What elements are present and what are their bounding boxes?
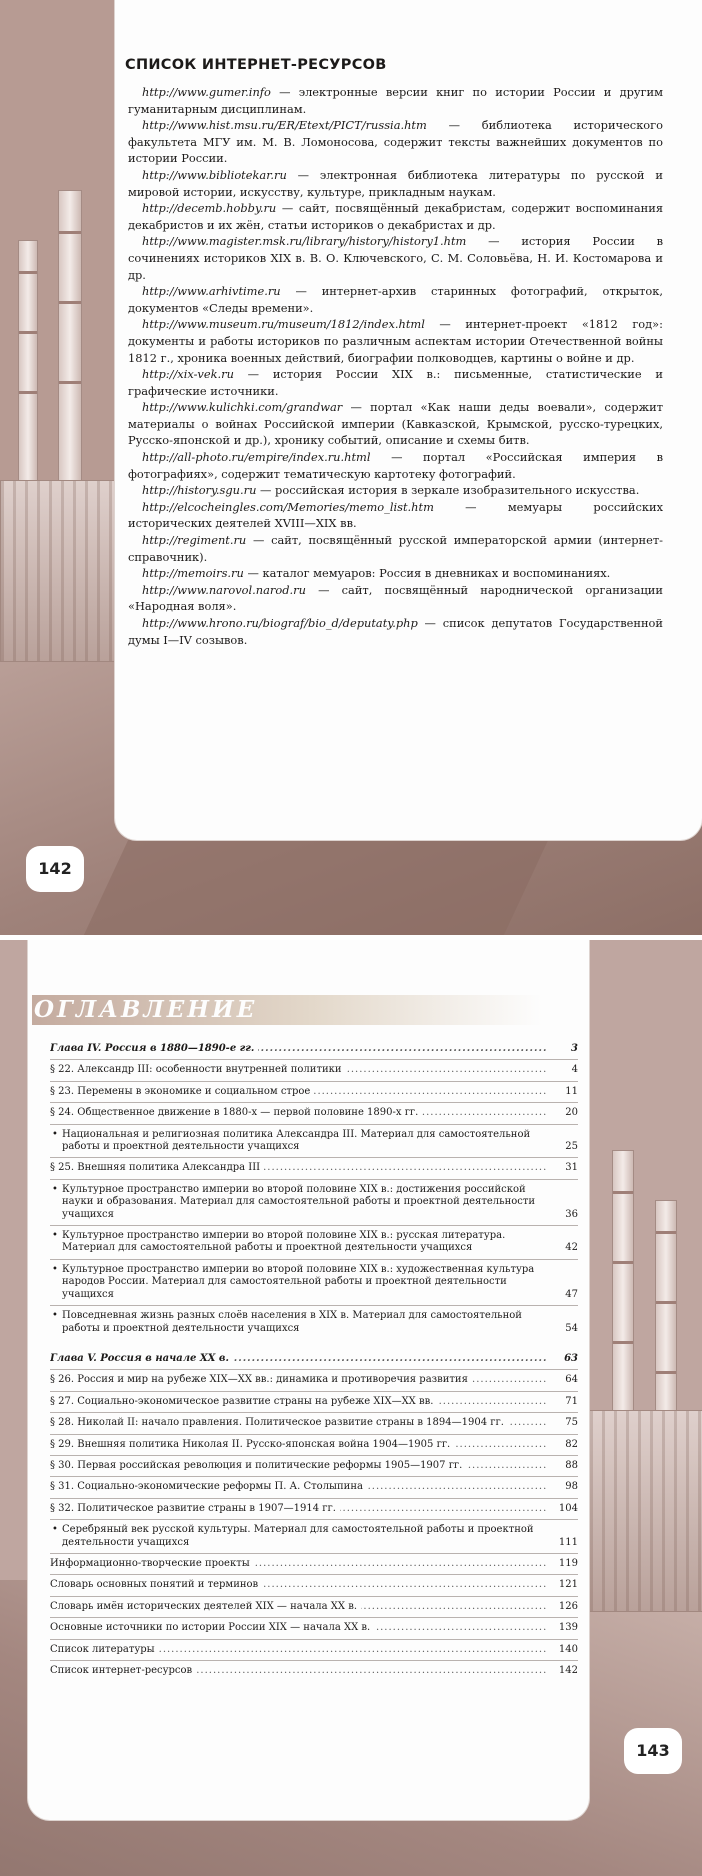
toc-entry-title: § 26. Россия и мир на рубеже XIX—XX вв.: динамика и противоречия развития [50,1374,472,1385]
resource-description: — интернет-архив старинных фотографий, открыток, документов «Следы времени». [128,284,663,315]
toc-entry-title: Список литературы [50,1644,159,1655]
toc-page-number: 36 [565,1208,578,1220]
toc-entry[interactable] [50,1644,578,1656]
toc-divider [50,1179,578,1180]
toc-entry-title: § 32. Политическое развитие страны в 1907—1914 гг. [50,1503,340,1514]
toc-page-number: 98 [565,1481,578,1493]
toc-entry[interactable] [50,1579,578,1591]
toc-page-number: 139 [558,1622,578,1634]
toc-divider [50,1455,578,1456]
toc-divider [50,1305,578,1306]
resource-item [128,366,663,399]
toc-divider [50,1553,578,1554]
toc-page-number: 54 [565,1322,578,1334]
resource-item [128,565,663,582]
toc-entry-title: Глава IV. Россия в 1880—1890-е гг. [50,1043,258,1054]
toc-divider [50,1369,578,1370]
toc-divider [50,1596,578,1597]
toc-entry-title: Словарь основных понятий и терминов [50,1579,262,1590]
resource-url[interactable]: http://www.magister.msk.ru/library/history/history1.htm [142,234,467,249]
toc-divider [50,1617,578,1618]
resource-url[interactable]: http://www.museum.ru/museum/1812/index.html [142,317,425,332]
toc-entry-title: § 23. Перемены в экономике и социальном строе [50,1086,314,1097]
toc-entry-title: Глава V. Россия в начале XX в. [50,1353,233,1364]
page-title: ОГЛАВЛЕНИЕ [34,996,258,1023]
toc-page-number: 25 [565,1141,578,1153]
resource-item [128,449,663,482]
toc-entry[interactable] [50,1558,578,1570]
toc-entry[interactable] [50,1460,578,1472]
table-of-contents [50,1043,578,1677]
toc-chapter[interactable] [50,1353,578,1365]
toc-page-number: 31 [565,1162,578,1174]
toc-page-number: 82 [565,1438,578,1450]
toc-chapter[interactable] [50,1043,578,1055]
resource-description: — библиотека исторического факультета МГУ им. М. В. Ломоносова, содержит тексты важнейших документов по истории России. [128,118,663,166]
bullet-icon: • [52,1128,58,1140]
toc-divider [50,1434,578,1435]
resource-item [128,84,663,117]
resource-url[interactable]: http://www.bibliotekar.ru [142,167,287,182]
resource-description: — каталог мемуаров: Россия в дневниках и воспоминаниях. [243,566,611,581]
toc-entry[interactable] [50,1439,578,1451]
toc-page-number: 104 [558,1502,578,1514]
bullet-icon: • [52,1263,58,1275]
resource-description: — сайт, посвящённый русской императорской армии (интернет-справочник). [128,533,663,564]
toc-page-number: 126 [558,1600,578,1612]
toc-page-number: 42 [565,1242,578,1254]
toc-entry-title: Национальная и религиозная политика Александра III. Материал для самостоятельной работы и проектной деятельности учащихся [62,1128,531,1153]
resource-description: — история России XIX в.: письменные, статистические и графические источники. [128,367,663,398]
page-143 [0,940,702,1876]
toc-divider [50,1412,578,1413]
resource-description: — российская история в зеркале изобразительного искусства. [256,483,640,498]
resource-url[interactable]: http://www.hrono.ru/biograf/bio_d/deputaty.php [142,616,418,630]
factory-chimney-illustration [612,1150,634,1452]
toc-spacer [50,1335,578,1353]
toc-divider [50,1519,578,1520]
toc-divider [50,1059,578,1060]
resource-list [128,84,663,648]
toc-entry-title: § 22. Александр III: особенности внутренней политики [50,1064,346,1075]
toc-entry-title: § 25. Внешняя политика Александра III [50,1162,264,1173]
toc-entry-title: Культурное пространство империи во второй половине XIX в.: достижения российской науки и образования. Материал для самостоятельной работы и проектной деятельности учащихся [62,1183,536,1220]
toc-page-number: 11 [565,1085,578,1097]
toc-divider [50,1476,578,1477]
toc-divider [50,1124,578,1125]
bullet-icon: • [52,1230,58,1242]
toc-entry[interactable] [50,1310,578,1335]
toc-divider [50,1660,578,1661]
toc-page-number: 142 [558,1665,578,1676]
resource-item [128,200,663,233]
resource-description: — портал «Как наши деды воевали», содержит материалы о войнах Российской империи (Кавказской, Крымской, русско-турецких, Русско-японской и др.), хронику событий, описание и схемы битв. [128,400,663,448]
toc-entry[interactable] [50,1184,578,1221]
page-title: СПИСОК ИНТЕРНЕТ-РЕСУРСОВ [125,57,387,73]
toc-entry-title: Серебряный век русской культуры. Материал для самостоятельной работы и проектной деятельности учащихся [62,1524,534,1548]
toc-page-number: 119 [558,1557,578,1569]
resource-description: — электронные версии книг по истории России и другим гуманитарным дисциплинам. [128,85,663,116]
resource-url[interactable]: http://decemb.hobby.ru [142,201,277,216]
resource-item [128,582,663,615]
toc-entry[interactable] [50,1107,578,1119]
resource-item [128,316,663,366]
toc-page-number: 47 [565,1288,578,1300]
toc-page-number: 75 [565,1417,578,1429]
resource-description: — сайт, посвящённый народнической организации «Народная воля». [128,582,663,614]
toc-page-number: 3 [571,1043,578,1054]
toc-entry[interactable] [50,1481,578,1493]
toc-divider [50,1102,578,1103]
toc-page-number: 111 [558,1536,578,1548]
resource-url[interactable]: http://www.hist.msu.ru/ER/Etext/PICT/russia.htm [142,118,427,133]
toc-entry-title: Словарь имён исторических деятелей XIX — начала XX в. [50,1601,361,1612]
page-number: 143 [624,1728,682,1774]
toc-entry[interactable] [50,1622,578,1634]
toc-entry-title: Основные источники по истории России XIX — начала XX в. [50,1622,374,1633]
resource-item [128,233,663,283]
resource-item [128,482,663,499]
toc-entry-title: § 28. Николай II: начало правления. Политическое развитие страны в 1894—1904 гг. [50,1417,508,1428]
toc-entry-title: Культурное пространство империи во второй половине XIX в.: художественная культура народов России. Материал для самостоятельной работы и проектной деятельности учащихся [62,1263,535,1300]
resource-url[interactable]: http://www.arhivtime.ru [142,284,281,299]
toc-entry-title: § 31. Социально-экономические реформы П. А. Столыпина [50,1481,367,1492]
toc-entry[interactable] [50,1524,578,1549]
toc-page-number: 63 [564,1352,578,1364]
resource-description: — история России в сочинениях историков XIX в. В. О. Ключевского, С. М. Соловьёва, Н. И. Костомарова и др. [128,234,663,282]
toc-page-number: 4 [571,1064,578,1076]
toc-divider [50,1498,578,1499]
page-142 [0,0,702,935]
toc-page-number: 20 [565,1107,578,1119]
toc-entry[interactable] [50,1665,578,1677]
resource-item [128,499,663,532]
toc-divider [50,1574,578,1575]
resource-item [128,399,663,449]
toc-entry-title: Культурное пространство империи во второй половине XIX в.: русская литература. Материал для самостоятельной работы и проектной деятельности учащихся [62,1230,506,1254]
toc-entry[interactable] [50,1064,578,1076]
page-number: 142 [26,846,84,892]
bullet-icon: • [52,1524,58,1536]
resource-url[interactable]: http://regiment.ru [142,533,247,548]
resource-description: — портал «Российская империя в фотографиях», содержит тематическую картотеку фотографий. [128,450,663,481]
resource-description: — сайт, посвящённый декабристам, содержит воспоминания декабристов и их жён, статьи историков о декабристах и др. [128,201,663,232]
toc-divider [50,1259,578,1260]
toc-entry-title: § 29. Внешняя политика Николая II. Русско-японская война 1904—1905 гг. [50,1439,454,1450]
toc-entry-title: § 27. Социально-экономическое развитие страны на рубеже XIX—XX вв. [50,1396,437,1407]
toc-page-number: 140 [558,1643,578,1655]
resource-item [128,117,663,167]
resource-url[interactable]: http://www.kulichki.com/grandwar [142,400,343,415]
toc-entry[interactable] [50,1396,578,1408]
resource-item [128,283,663,316]
toc-entry[interactable] [50,1417,578,1429]
toc-entry[interactable] [50,1601,578,1613]
resource-url[interactable]: http://www.narovol.narod.ru [142,582,306,597]
bullet-icon: • [52,1310,58,1322]
toc-entry[interactable] [50,1086,578,1098]
resource-url[interactable]: http://www.gumer.info [142,85,271,99]
toc-divider [50,1225,578,1226]
toc-page-number: 71 [565,1395,578,1407]
toc-entry[interactable] [50,1374,578,1386]
toc-divider [50,1157,578,1158]
bullet-icon: • [52,1183,58,1195]
toc-page-number: 64 [565,1374,578,1386]
toc-entry-title: § 30. Первая российская революция и политические реформы 1905—1907 гг. [50,1460,466,1471]
resource-url[interactable]: http://memoirs.ru [142,566,244,581]
resource-item [128,532,663,565]
factory-building-illustration [0,480,117,662]
resource-description: — интернет-проект «1812 год»: документы и работы историков по различным аспектам истории Отечественной войны 1812 г., хроника военных действий, биографии полководцев, картины о войне и др. [128,317,663,365]
factory-chimney-illustration [58,190,82,512]
resource-url[interactable]: http://history.sgu.ru [142,483,257,498]
toc-entry[interactable] [50,1264,578,1301]
toc-entry[interactable] [50,1230,578,1255]
toc-divider [50,1391,578,1392]
toc-entry[interactable] [50,1162,578,1174]
resource-description: — список депутатов Государственной думы I—IV созывов. [128,616,663,647]
resource-description: — электронная библиотека литературы по русской и мировой истории, искусству, культуре, прикладным наукам. [128,167,663,199]
toc-entry-title: Информационно-творческие проекты [50,1558,254,1569]
resource-description: — мемуары российских исторических деятелей XVIII—XIX вв. [128,499,663,531]
toc-entry-title: Список интернет-ресурсов [50,1665,196,1676]
toc-divider [50,1081,578,1082]
toc-entry-title: Повседневная жизнь разных слоёв населения в XIX в. Материал для самостоятельной работы и проектной деятельности учащихся [62,1310,522,1334]
resource-url[interactable]: http://elcocheingles.com/Memories/memo_list.htm [142,499,434,514]
resource-url[interactable]: http://xix-vek.ru [142,367,234,382]
toc-entry-title: § 24. Общественное движение в 1880-х — первой половине 1890-х гг. [50,1107,422,1118]
toc-page-number: 88 [565,1459,578,1471]
toc-entry[interactable] [50,1503,578,1515]
resource-url[interactable]: http://all-photo.ru/empire/index.ru.html [142,450,371,465]
resource-item [128,615,663,648]
toc-entry[interactable] [50,1129,578,1154]
factory-chimney-illustration [18,240,38,502]
toc-page-number: 121 [558,1579,578,1591]
resource-item [128,167,663,200]
factory-building-illustration [589,1410,702,1612]
toc-divider [50,1639,578,1640]
